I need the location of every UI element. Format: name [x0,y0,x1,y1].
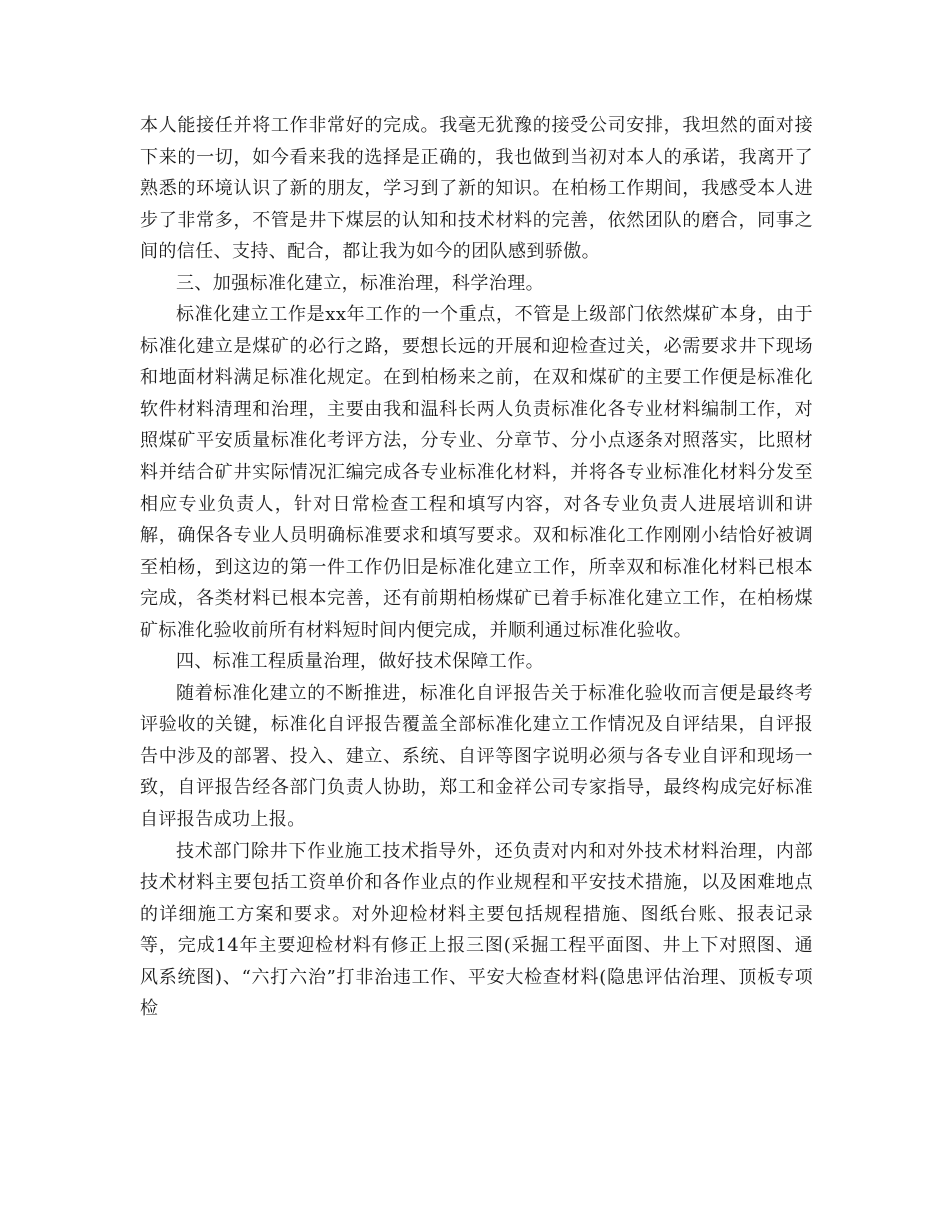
section-heading-3: 三、加强标准化建立，标准治理，科学治理。 [176,272,544,294]
paragraph-4: 技术部门除井下作业施工技术指导外，还负责对内和对外技术材料治理，内部技术材料主要包括工资单价和各作业点的作业规程和平安技术措施，以及困难地点的详细施工方案和要求。对外迎检材料主要包括规程措施、图纸台账、报表记录等，完成14年主要迎检材料有修正上报三图(采掘工程平面图、井上下对照图、通风系统图)、“六打六治”打非治违工作、平安大检查材料(隐患评估治理、顶板专项检 [140,840,813,1020]
paragraph-1: 本人能接任并将工作非常好的完成。我毫无犹豫的接受公司安排，我坦然的面对接下来的一切，如今看来我的选择是正确的，我也做到当初对本人的承诺，我离开了熟悉的环境认识了新的朋友，学习到了新的知识。在柏杨工作期间，我感受本人进步了非常多，不管是井下煤层的认知和技术材料的完善，依然团队的磨合，同事之间的信任、支持、配合，都让我为如今的团队感到骄傲。 [140,115,813,263]
paragraph-3: 随着标准化建立的不断推进，标准化自评报告关于标准化验收而言便是最终考评验收的关键，标准化自评报告覆盖全部标准化建立工作情况及自评结果，自评报告中涉及的部署、投入、建立、系统、自评等图字说明必须与各专业自评和现场一致，自评报告经各部门负责人协助，郑工和金祥公司专家指导，最终构成完好标准自评报告成功上报。 [140,682,813,831]
section-heading-4: 四、标准工程质量治理，做好技术保障工作。 [176,651,544,673]
paragraph-2: 标准化建立工作是xx年工作的一个重点，不管是上级部门依然煤矿本身，由于标准化建立是煤矿的必行之路，要想长远的开展和迎检查过关，必需要求井下现场和地面材料满足标准化规定。在到柏杨来之前，在双和煤矿的主要工作便是标准化软件材料清理和治理，主要由我和温科长两人负责标准化各专业材料编制工作，对照煤矿平安质量标准化考评方法，分专业、分章节、分小点逐条对照落实，比照材料并结合矿井实际情况汇编完成各专业标准化材料，并将各专业标准化材料分发至相应专业负责人，针对日常检查工程和填写内容，对各专业负责人进展培训和讲解，确保各专业人员明确标准要求和填写要求。双和标准化工作刚刚小结恰好被调至柏杨，到这边的第一件工作仍旧是标准化建立工作，所幸双和标准化材料已根本完成，各类材料已根本完善，还有前期柏杨煤矿已着手标准化建立工作，在柏杨煤矿标准化验收前所有材料短时间内便完成，并顺利通过标准化验收。 [140,304,813,641]
document-page [140,110,813,1025]
